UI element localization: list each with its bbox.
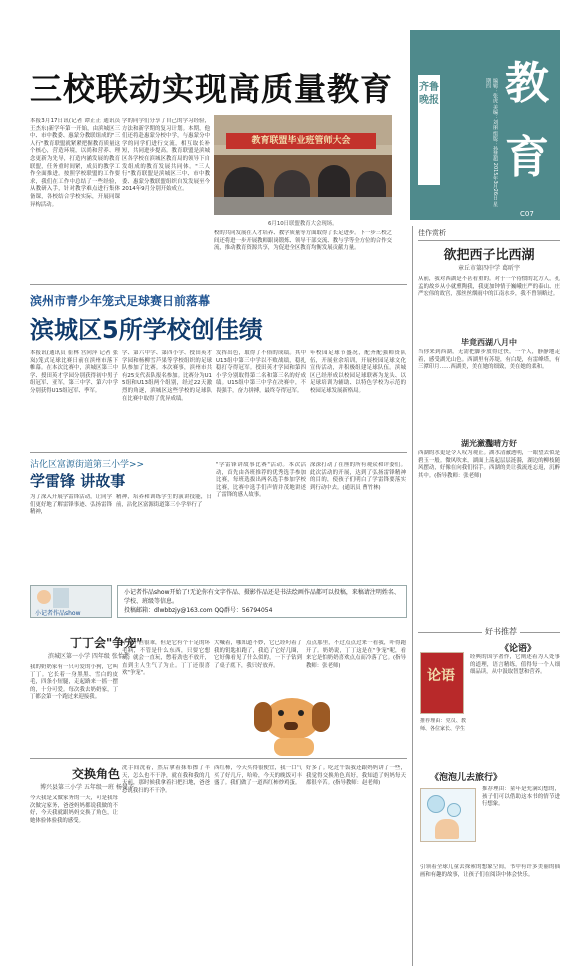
promo-line1: 小记者作品show开始了!无论你有文字作品、摄影作品还是书法绘画作品都可以投稿，来稿请注明姓名、学校、班级等信息。 — [124, 589, 400, 605]
book1-cover — [420, 652, 464, 714]
essay1-body-col1: 我的奶奶家有一只可爱的小狗，它叫丁丁。它长着一身黑黑、雪白的皮毛，四条小短腿，走起路来一摇一摆的，十分可爱。每次我去奶奶家，丁丁都会第一个跑过来迎接我。 — [30, 664, 118, 701]
books-section-tag: 好书推荐 — [482, 626, 520, 637]
book1-title: 《论语》 — [500, 644, 537, 654]
masthead-logo: 齐鲁晚报 — [418, 75, 440, 185]
promo-box — [117, 585, 407, 618]
dog-illustration — [250, 690, 340, 758]
book2-recommender: 推荐理由：童年是充满幻想的，孩子们可以借助这本书的情节进行想象。 — [482, 786, 560, 808]
right-essay-byline: 章丘市第四中学 葛昕宇 — [458, 265, 520, 272]
essay2-byline: 博兴县第三小学 五年级一班 杨曼予 — [40, 784, 134, 791]
lead-body-col3: 校的共同发展在人才培养、教学质量等方面取得了长足进步。下一步三校之间还将进一步开展教师跟岗锻炼、领导干部交流、教与学等全方位的合作交流，推动教育资源共享，为促进全区教育均衡发展贡献力量。 — [214, 230, 392, 252]
divider — [30, 452, 407, 453]
promo-section-tag: 小记者作品show — [35, 610, 81, 617]
editor-info: 编辑：张虎 美编：刘丽 组版：孙慧超 — [492, 78, 498, 162]
right-essay-body1: 从前，我对西湖是不甚看重的。对于一个待惯的北方人，孔孟的故乡从小就熏陶我，我更加钟情于巍峨庄严的泰山、庄严宏伟的故宫，那丝丝烟雨中的江南水乡，我不曾领略过。 — [418, 276, 560, 298]
promo-line2: 投稿邮箱：dlwbbzjy@163.com QQ群号：56794054 — [124, 607, 273, 614]
story2-body-col3: 发挥出色，取得了不俗的成绩。其中U13组中第三中学以不败战绩，稳扎稳打夺得冠军。授田英才学园和第四小学分别取得第二名和第三名的好成绩。U15组中第三中学在决赛中，不畏强手，奋力拼搏，最终夺得冠军。 — [216, 350, 306, 394]
right-essay-body2: 当你来到西湖，无需把脚步放得过快，一个人，静静地走着，感受湖光山色。西湖里有苏堤，有白堤，有雷峰塔，有三潭印月……西湖美，美在她的细致，美在她的柔和。 — [418, 349, 560, 371]
right-subhead1: 毕竟西湖八月中 — [461, 338, 517, 347]
essay2-body-col4: 好多了。吃过午饭我还跟妈妈讲了一些，我觉得交换角色真好，我知道了妈妈每天都很辛苦。(指导教师：赵老师) — [306, 765, 406, 787]
essay1-body-col4: 点点那里，不过点点过来一看我，吓得跑开了。奶奶说，丁丁这是在"争宠"呢，看来它是怕奶奶喜欢点点而冷落了它。(指导教师：张老师) — [306, 640, 406, 669]
essay1-body-col3: 大喊着，哪知道不妙，它已经叼着了我的钥匙扣跑了，我追了它好几圈，它好像看见了什么似的，一下子钻到了桌子底下，我只好放弃。 — [214, 640, 302, 669]
story3-body-col1: 为了深入开展学雷锋活动，让同学们更好地了解雷锋事迹、弘扬雷锋精神， — [30, 494, 112, 516]
essay2-title: 交换角色 — [72, 767, 121, 781]
essay2-body-col2: 洗手间洗着，然后拿着抹布擦了半天，怎么也不干净，就在我和我的几天前，那时候我拿着扫把扫地，爸爸总说我扫的不干净。 — [122, 765, 210, 794]
section-header — [410, 30, 560, 220]
photo-caption: 6月10日联盟教育大会现场。 — [268, 221, 338, 227]
section-title-2: 育 — [505, 132, 549, 183]
promo-illustration — [30, 585, 112, 618]
right-essay-title: 欲把西子比西湖 — [443, 248, 535, 263]
book1-blurb: 经典的国学著作，它阐述着为人处事的道理，语言精练，值得每一个人细细品读，从中汲取智慧和营养。 — [470, 654, 560, 676]
divider — [30, 284, 407, 285]
book2-blurb: 引领着全球儿童去探索的想象空间，书中有许多美丽的插画和有趣的故事，让孩子们在阅读中体会快乐。 — [420, 864, 560, 878]
book1-recommender: 推荐理由：党员、教师、各位家长、学生 — [420, 718, 466, 732]
essay1-body-col2: 丁丁不但很乖，但是它有个十足的坏毛病，不管是什么东西，只要它想玩，就会一直玩，憋着劲也不放开，直到主人生气了为止。丁丁还很喜欢"争宠"。 — [122, 640, 210, 677]
lead-photo — [214, 115, 392, 215]
essay1-byline: 滨城区第一小学 四年级 张怡然 — [48, 653, 130, 660]
story3-kicker: 沾化区富源街道第三小学>> — [30, 460, 145, 470]
page-code: C07 — [520, 210, 534, 218]
lead-headline: 三校联动实现高质量教育 — [30, 70, 394, 108]
story3-body-col4: 深深打动了在座的所有观众和评委们。此次活动的开展，达到了弘扬雷锋精神的目的，使孩子们明白了学雷锋要落实到行动中去。(通讯员 曹竹林) — [310, 462, 406, 491]
column-divider — [412, 226, 413, 966]
lead-body-col2: 学的同学们分享了自己的学习经验，方法和新学期的复习计划。本期，他们还将赴惠蒙分校中学，与惠蒙分中学的同学们进行交流，相互取长补短，共同进步提高。教育联盟是滨城区各学校在滨城区教育局的领导下自发组成的教育发展共同体。"三人行"教育联盟是滨城区三中、市中教委、惠蒙分教联盟组织自发发展至今2014年9月分别开始成立。 — [122, 118, 210, 193]
book2-title: 《泡泡儿去旅行》 — [430, 773, 503, 783]
issue-date: 2015年3月26日 星期四 — [485, 78, 498, 207]
essay1-title: 丁丁会"争宠" — [70, 636, 143, 650]
story2-body-col1: 本报讯(通讯员 崔林 宫向萍 记者 张岚)笼式足球比赛日前在滨州市落下帷幕。在本次比赛中，滨城区第三中学、授田英才学园分别获得初中男子组冠军、亚军，第三中学、第六中学分别获得U15组冠军、季军。 — [30, 350, 118, 394]
header-meta — [446, 78, 498, 208]
divider — [30, 758, 407, 759]
book1-cover-text: 论语 — [427, 668, 455, 684]
right-essay-body3: 西湖的水更是令人叹为观止。湖水清澈透明，一眼望去似是碧玉一般。微风吹来，湖面上荡起层层涟漪，湖边的柳枝随风摆动，好像在向我们招手。西湖的美让我流连忘返，沉醉其中。(指导教师：张老师) — [418, 450, 560, 479]
story3-headline: 学雷锋 讲故事 — [30, 472, 126, 490]
right-subhead2: 湖光瀲灩晴方好 — [461, 439, 517, 448]
essay2-body-col3: 西红柿，今天买得很便宜，我一口气买了好几斤，哈哈，今天的晚饭可丰盛了。我们做了一道西红柿炒鸡蛋。 — [214, 765, 302, 787]
story2-kicker: 滨州市青少年笼式足球赛日前落幕 — [30, 294, 211, 308]
section-title-1: 教 — [505, 58, 549, 109]
book2-cover — [420, 788, 476, 842]
essay2-body-col1: 今天我是又做家务的一天，可是我每次做完家务，爸爸妈妈都说我做的不好，今天我就跟妈妈交换了角色，让她体验体验我的感受。 — [30, 795, 118, 824]
story2-headline: 滨城区5所学校创佳绩 — [30, 316, 263, 344]
story2-body-col2: 学、第六中学、第四小学、授田英才学园和杨柳雪芦果等学校组织的足球队参加了比赛。本次赛事，滨州市共有25支代表队报名参加。比赛分为U15组和U13组两个组别，经过22天激烈的角逐，滨城区这些学校的足球队在比赛中取得了优异成绩。 — [122, 350, 212, 402]
right-section-tag: 佳作赏析 — [418, 228, 560, 241]
photo-banner: 教育联盟毕业班管师大会 — [226, 133, 376, 149]
story3-body-col3: "学雷锋讲故事比赛"活动。本次活动，首先由各班推荐的优秀选手参加比赛，每班选拔出两名选手参加学校比赛，比赛中选手们声情并茂地讲述了雷锋的感人故事。 — [216, 462, 306, 499]
story3-body-col2: 精神，培养和训练学生的演讲技能，日前，沾化区富源街道第三小学举行了 — [116, 494, 212, 508]
story2-body-col4: 年校园足球节盛况，配齐配强师资队伍，开展业余培训，开展校园足球文化宣传活动，并积极组建足球队伍。滨城区已经形成以校园足球联赛为龙头、以足球培训为辅助、以特色学校为示范的校园足球发展新格局。 — [310, 350, 406, 394]
lead-body-col1: 本报3月17日讯(记者 谭正正 通讯员 王杰东)新学年第一开始，由滨城区三中、市中教委、惠蒙分教联组成的"三人行"教育联盟就紧紧把握教育质量这个核心，营造环境，以尚和营养、理念更新为先导，打造内涵发展的教育联盟，任务重时间紧，成员的教学工作全面推进。按照学校联盟的工作要求，我们在工作中总结了一些经验，从教研入手，针对教学难点进行集体备课，各校结合学校实际，开展同课异构活动。 — [30, 118, 120, 208]
